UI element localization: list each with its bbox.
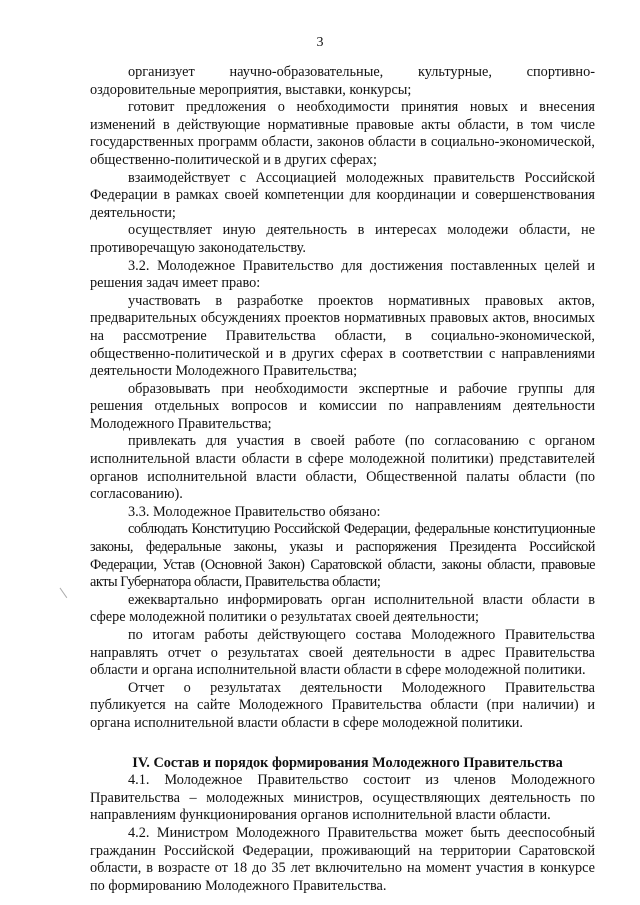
duty-item-report: по итогам работы действующего состава Молодежного Правительства направлять отчет о результатах своей деятельности в адрес Правительства области и органа исполнительной власти области в сфере молодежной политики. bbox=[90, 627, 595, 679]
right-item-groups: образовывать при необходимости экспертные и рабочие группы для решения отдельных вопросов и комиссии по направлениям деятельности Молодежного Правительства; bbox=[90, 380, 595, 432]
clause-3-2: 3.2. Молодежное Правительство для достижения поставленных целей и решения задач имеет право: bbox=[90, 257, 595, 292]
duty-item-inform: ежеквартально информировать орган исполнительной власти области в сфере молодежной политики о результатах своей деятельности; bbox=[90, 591, 595, 626]
margin-pen-mark bbox=[60, 582, 76, 598]
clause-3-3: 3.3. Молодежное Правительство обязано: bbox=[128, 503, 381, 520]
page-number: 3 bbox=[316, 35, 324, 50]
clause-4-2: 4.2. Министром Молодежного Правительства может быть дееспособный гражданин Российской Федерации, проживающий на территории Саратовской области, в возрасте от 18 до 35 лет включительно на момент участия в конкурсе по формированию Молодежного Правительства. bbox=[90, 824, 595, 894]
duty-item-comply: соблюдать Конституцию Российской Федерации, федеральные конституционные законы, федеральные законы, указы и распоряжения Президента Российской Федерации, Устав (Основной Закон) Саратовской области, законы области, правовые акты Губернатора области, Правительства области; bbox=[90, 521, 595, 591]
activity-item-other: осуществляет иную деятельность в интересах молодежи области, не противоречащую законодательству. bbox=[90, 222, 595, 256]
clause-4-1: 4.1. Молодежное Правительство состоит из членов Молодежного Правительства – молодежных министров, осуществляющих деятельность по направлениям функционирования органов исполнительной власти области. bbox=[90, 772, 595, 824]
section-4-heading: IV. Состав и порядок формирования Молодежного Правительства bbox=[132, 754, 563, 771]
document-body bbox=[90, 64, 595, 895]
activity-item-association: взаимодействует с Ассоциацией молодежных правительств Российской Федерации в рамках своей компетенции для координации и совершенствования деятельности; bbox=[90, 169, 595, 221]
report-publication-paragraph: Отчет о результатах деятельности Молодежного Правительства публикуется на сайте Молодежного Правительства области (при наличии) и органа исполнительной власти области в сфере молодежной политики. bbox=[90, 679, 595, 731]
right-item-involve: привлекать для участия в своей работе (по согласованию с органом исполнительной власти области в сфере молодежной политики) представителей органов исполнительной власти области, Общественной палаты области (по согласованию). bbox=[90, 433, 595, 503]
right-item-participate: участвовать в разработке проектов нормативных правовых актов, предварительных обсуждениях проектов нормативных правовых актов, вносимых на рассмотрение Правительства области, в социально-экономической, общественно-политической и в других сферах в соответствии с направлениями деятельности Молодежного Правительства; bbox=[90, 292, 595, 380]
activity-item-proposals: готовит предложения о необходимости принятия новых и внесения изменений в действующие нормативные правовые акты области, в том числе государственных программ области, законов области в социально-экономической, общественно-политической и в других сферах; bbox=[90, 99, 595, 168]
activity-item-events: организует научно-образовательные, культурные, спортивно-оздоровительные мероприятия, выставки, конкурсы; bbox=[90, 64, 595, 98]
